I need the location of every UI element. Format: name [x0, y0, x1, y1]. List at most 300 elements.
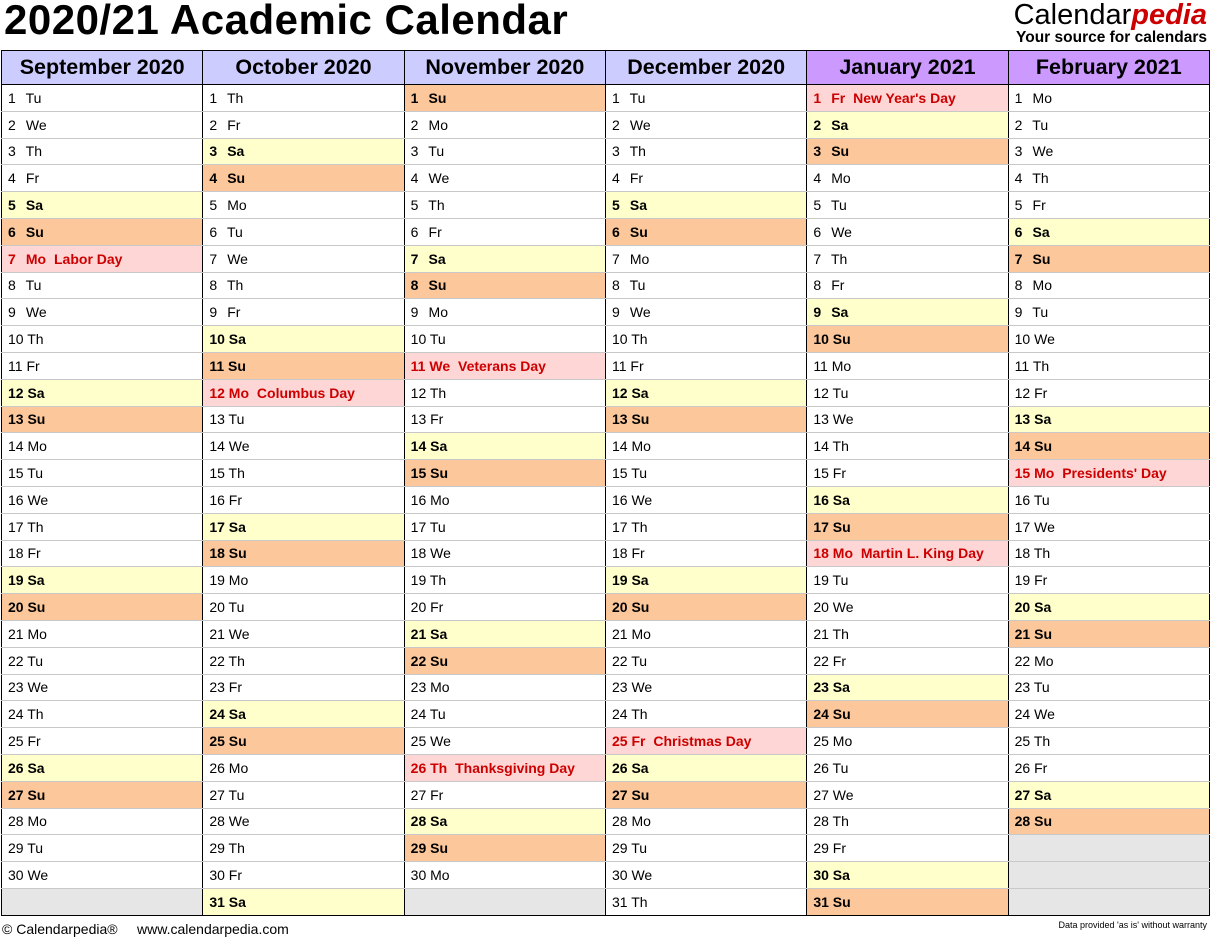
day-cell [807, 379, 1008, 406]
day-cell [807, 862, 1008, 889]
day-cell [404, 111, 605, 138]
day-number: 28 [8, 813, 24, 830]
day-number: 9 [410, 304, 419, 321]
day-cell [807, 647, 1008, 674]
day-cell [2, 647, 203, 674]
day-number: 26 [813, 759, 829, 776]
day-cell [605, 85, 806, 112]
day-number: 10 [8, 331, 24, 348]
weekday: Mo [228, 384, 250, 401]
weekday: Su [428, 89, 447, 106]
day-number: 3 [209, 143, 218, 160]
day-number: 28 [410, 813, 427, 830]
day-cell [605, 754, 806, 781]
weekday: Th [428, 197, 445, 214]
day-row [2, 862, 1210, 889]
day-number: 29 [8, 840, 24, 857]
day-number: 15 [8, 465, 24, 482]
day-number: 16 [611, 491, 628, 508]
day-cell [1008, 272, 1209, 299]
holiday-cell [404, 754, 605, 781]
weekday: Mo [27, 625, 47, 642]
day-number: 8 [1014, 277, 1023, 294]
weekday: Fr [27, 733, 41, 750]
day-cell [2, 567, 203, 594]
day-row [2, 781, 1210, 808]
weekday: Tu [228, 599, 245, 616]
brand-logo[interactable] [1014, 0, 1207, 46]
day-cell [2, 594, 203, 621]
day-number: 23 [209, 679, 225, 696]
day-cell [203, 433, 404, 460]
weekday: We [1034, 331, 1055, 348]
day-number: 17 [1014, 518, 1031, 535]
weekday: Th [27, 706, 44, 723]
day-cell [605, 218, 806, 245]
weekday: Mo [228, 759, 249, 776]
day-cell [203, 192, 404, 219]
day-number: 7 [611, 250, 620, 267]
day-number: 16 [8, 491, 24, 508]
weekday: Su [430, 652, 449, 669]
day-cell [807, 754, 1008, 781]
weekday: Sa [631, 572, 649, 589]
day-number: 26 [209, 759, 225, 776]
day-cell [203, 165, 404, 192]
month-header: January 2021 [807, 51, 1008, 85]
day-number: 14 [813, 438, 829, 455]
day-cell [404, 218, 605, 245]
day-number: 11 [8, 357, 23, 374]
day-cell [404, 540, 605, 567]
weekday: Fr [228, 867, 243, 883]
weekday: Mo [227, 197, 247, 214]
day-row [2, 835, 1210, 862]
weekday: Th [631, 706, 648, 723]
day-number: 24 [8, 706, 24, 723]
day-cell [203, 85, 404, 112]
weekday: We [429, 357, 451, 374]
empty-cell [1008, 862, 1209, 889]
day-number: 27 [813, 786, 829, 803]
weekday: We [27, 491, 49, 508]
weekday: Su [832, 893, 851, 910]
day-cell [605, 272, 806, 299]
day-number: 30 [410, 867, 427, 883]
holiday-name: Thanksgiving Day [455, 759, 575, 776]
day-number: 2 [1014, 116, 1023, 133]
weekday: Mo [831, 357, 852, 374]
day-row [2, 888, 1210, 915]
day-number: 4 [209, 170, 218, 187]
day-number: 7 [410, 250, 419, 267]
day-cell [2, 406, 203, 433]
day-number: 23 [813, 679, 829, 696]
day-row [2, 594, 1210, 621]
weekday: We [629, 116, 651, 133]
day-number: 14 [8, 438, 24, 455]
day-number: 18 [8, 545, 24, 562]
day-row [2, 433, 1210, 460]
weekday: Mo [631, 625, 651, 642]
day-cell [404, 272, 605, 299]
weekday: Su [629, 223, 648, 240]
day-row [2, 245, 1210, 272]
weekday: We [228, 813, 250, 830]
weekday: Fr [428, 223, 442, 240]
month-header: November 2020 [404, 51, 605, 85]
day-cell [605, 486, 806, 513]
weekday: Su [228, 545, 247, 562]
day-number: 3 [813, 143, 822, 160]
weekday: Sa [428, 250, 446, 267]
day-cell [807, 701, 1008, 728]
brand-name [1014, 0, 1207, 30]
footer-disclaimer: Data provided 'as is' without warranty [1058, 920, 1207, 930]
day-number: 30 [611, 867, 628, 883]
day-cell [203, 460, 404, 487]
weekday: Mo [831, 170, 851, 187]
weekday: We [631, 867, 653, 883]
weekday: Tu [429, 706, 446, 723]
weekday: Th [832, 813, 849, 830]
weekday: Sa [1034, 411, 1052, 428]
holiday-cell [1008, 460, 1209, 487]
day-number: 25 [813, 733, 829, 750]
day-number: 15 [611, 465, 628, 482]
day-cell [1008, 138, 1209, 165]
empty-cell [1008, 888, 1209, 915]
weekday: Fr [26, 357, 40, 374]
day-number: 25 [8, 733, 24, 750]
day-cell [2, 781, 203, 808]
weekday: Mo [832, 733, 853, 750]
weekday: Fr [430, 411, 444, 428]
day-cell [203, 674, 404, 701]
day-row [2, 111, 1210, 138]
day-number: 21 [1014, 625, 1031, 642]
day-row [2, 299, 1210, 326]
day-number: 22 [410, 652, 427, 669]
holiday-cell [807, 540, 1008, 567]
weekday: Su [1034, 813, 1052, 830]
day-number: 9 [611, 304, 620, 321]
day-number: 22 [813, 652, 829, 669]
day-cell [1008, 594, 1209, 621]
day-number: 22 [209, 652, 225, 669]
weekday: Sa [27, 384, 45, 401]
day-number: 27 [209, 786, 225, 803]
day-row [2, 513, 1210, 540]
day-number: 4 [611, 170, 620, 187]
weekday: Tu [226, 223, 243, 240]
day-cell [807, 513, 1008, 540]
weekday: Su [227, 170, 246, 187]
day-cell [807, 192, 1008, 219]
weekday: We [430, 545, 451, 562]
day-row [2, 620, 1210, 647]
weekday: Fr [832, 840, 846, 857]
day-number: 15 [209, 465, 225, 482]
day-cell [1008, 674, 1209, 701]
day-cell [404, 674, 605, 701]
weekday: Th [228, 840, 245, 857]
day-number: 13 [410, 411, 427, 428]
month-header: February 2021 [1008, 51, 1209, 85]
day-number: 10 [813, 331, 829, 348]
weekday: Fr [227, 116, 241, 133]
weekday: Fr [1034, 384, 1048, 401]
weekday: Su [1032, 250, 1051, 267]
weekday: Fr [831, 277, 845, 294]
weekday: Mo [631, 813, 651, 830]
day-cell [203, 540, 404, 567]
weekday: Mo [430, 679, 450, 696]
weekday: Su [430, 465, 449, 482]
day-number: 26 [410, 759, 427, 776]
day-cell [404, 862, 605, 889]
weekday: Th [226, 89, 244, 106]
weekday: Th [429, 384, 447, 401]
day-cell [2, 192, 203, 219]
day-number: 16 [209, 491, 225, 508]
day-number: 15 [1014, 465, 1031, 482]
day-cell [605, 379, 806, 406]
day-cell [605, 406, 806, 433]
day-row [2, 808, 1210, 835]
day-cell [404, 781, 605, 808]
day-number: 12 [611, 384, 628, 401]
day-number: 9 [209, 304, 218, 321]
weekday: Fr [430, 786, 444, 803]
day-number: 6 [611, 223, 620, 240]
day-row [2, 701, 1210, 728]
weekday: We [1034, 518, 1055, 535]
day-cell [1008, 781, 1209, 808]
day-cell [2, 862, 203, 889]
weekday: Sa [629, 197, 647, 214]
day-number: 24 [611, 706, 628, 723]
weekday: Fr [228, 679, 243, 696]
day-number: 6 [1014, 223, 1023, 240]
day-number: 5 [611, 197, 620, 214]
day-number: 20 [209, 599, 225, 616]
weekday: Su [832, 518, 851, 535]
day-number: 11 [1014, 357, 1030, 374]
weekday: Tu [27, 465, 44, 482]
weekday: Th [832, 625, 849, 642]
holiday-name: Presidents' Day [1062, 465, 1167, 482]
day-cell [1008, 567, 1209, 594]
day-cell [807, 165, 1008, 192]
day-number: 29 [209, 840, 225, 857]
day-cell [2, 433, 203, 460]
weekday: We [27, 679, 49, 696]
weekday: Sa [831, 116, 849, 133]
day-cell [2, 754, 203, 781]
day-row [2, 85, 1210, 112]
day-number: 14 [410, 438, 427, 455]
weekday: Tu [25, 277, 42, 294]
weekday: Fr [832, 652, 846, 669]
weekday: Sa [631, 384, 649, 401]
day-cell [807, 888, 1008, 915]
day-number: 16 [410, 491, 427, 508]
weekday: Fr [1034, 572, 1048, 589]
weekday: Fr [25, 170, 40, 187]
weekday: Sa [228, 331, 246, 348]
weekday: Sa [228, 706, 246, 723]
day-row [2, 754, 1210, 781]
weekday: Su [27, 411, 46, 428]
footer-url[interactable]: www.calendarpedia.com [137, 921, 289, 937]
day-cell [1008, 165, 1209, 192]
day-number: 9 [813, 304, 822, 321]
day-cell [605, 888, 806, 915]
day-number: 17 [410, 518, 427, 535]
day-cell [605, 299, 806, 326]
day-cell [1008, 540, 1209, 567]
weekday: We [832, 599, 854, 616]
day-row [2, 486, 1210, 513]
day-number: 12 [209, 384, 225, 401]
weekday: Mo [832, 545, 853, 562]
holiday-cell [605, 728, 806, 755]
day-cell [2, 352, 203, 379]
weekday: Sa [831, 304, 849, 321]
day-number: 23 [8, 679, 24, 696]
weekday: Su [428, 277, 447, 294]
day-cell [203, 352, 404, 379]
day-cell [2, 111, 203, 138]
weekday: We [629, 304, 651, 321]
day-cell [605, 620, 806, 647]
day-number: 7 [813, 250, 822, 267]
day-cell [605, 701, 806, 728]
day-number: 24 [209, 706, 225, 723]
day-number: 30 [813, 867, 829, 883]
weekday: Tu [428, 143, 445, 160]
day-number: 10 [1014, 331, 1031, 348]
day-number: 24 [1014, 706, 1031, 723]
day-number: 1 [1014, 89, 1023, 106]
day-number: 8 [8, 277, 16, 294]
brand-tagline: Your source for calendars [1016, 29, 1207, 46]
weekday: Th [832, 438, 849, 455]
day-cell [404, 647, 605, 674]
brand-name-part1: Calendar [1013, 0, 1132, 31]
day-number: 18 [209, 545, 225, 562]
day-number: 15 [813, 465, 829, 482]
weekday: Su [631, 786, 650, 803]
weekday: Sa [430, 813, 448, 830]
day-number: 21 [8, 625, 24, 642]
day-number: 6 [410, 223, 419, 240]
weekday: Tu [228, 786, 245, 803]
day-number: 11 [410, 357, 426, 374]
day-number: 3 [611, 143, 620, 160]
holiday-name: Martin L. King Day [860, 545, 984, 562]
day-cell [1008, 192, 1209, 219]
day-number: 2 [813, 116, 822, 133]
weekday: We [1034, 706, 1055, 723]
weekday: We [25, 304, 47, 321]
day-row [2, 567, 1210, 594]
weekday: Su [631, 599, 650, 616]
day-number: 31 [209, 893, 225, 910]
day-number: 5 [8, 197, 16, 214]
day-cell [2, 272, 203, 299]
day-cell [1008, 299, 1209, 326]
weekday: Tu [631, 465, 648, 482]
weekday: Fr [1032, 197, 1046, 214]
weekday: Tu [1033, 491, 1050, 508]
day-cell [203, 111, 404, 138]
day-number: 9 [1014, 304, 1023, 321]
day-number: 26 [611, 759, 628, 776]
day-number: 21 [410, 625, 427, 642]
day-cell [605, 781, 806, 808]
weekday: Tu [830, 197, 847, 214]
day-number: 25 [1014, 733, 1031, 750]
weekday: Su [27, 599, 46, 616]
day-cell [605, 862, 806, 889]
day-number: 12 [410, 384, 427, 401]
weekday: Sa [1034, 786, 1052, 803]
weekday: Fr [1034, 759, 1048, 776]
weekday: Th [830, 250, 848, 267]
day-number: 4 [8, 170, 16, 187]
weekday: Sa [1034, 599, 1052, 616]
weekday: Fr [629, 170, 644, 187]
day-cell [807, 111, 1008, 138]
day-row [2, 647, 1210, 674]
day-cell [203, 272, 404, 299]
day-cell [404, 165, 605, 192]
brand-name-part2: pedia [1131, 0, 1207, 31]
day-row [2, 379, 1210, 406]
day-cell [1008, 406, 1209, 433]
holiday-name: Columbus Day [256, 384, 355, 401]
day-number: 19 [813, 572, 829, 589]
day-number: 21 [813, 625, 829, 642]
day-number: 28 [611, 813, 628, 830]
day-number: 13 [1014, 411, 1031, 428]
day-number: 28 [1014, 813, 1031, 830]
day-cell [203, 620, 404, 647]
day-cell [605, 352, 806, 379]
weekday: Su [27, 786, 46, 803]
day-number: 19 [8, 572, 24, 589]
holiday-cell [203, 379, 404, 406]
day-cell [203, 754, 404, 781]
weekday: Mo [1032, 89, 1052, 106]
day-number: 31 [813, 893, 829, 910]
day-number: 2 [8, 116, 16, 133]
day-number: 21 [209, 625, 225, 642]
day-number: 7 [1014, 250, 1023, 267]
day-cell [203, 513, 404, 540]
day-cell [203, 567, 404, 594]
holiday-name: New Year's Day [853, 89, 956, 106]
day-number: 12 [8, 384, 24, 401]
weekday: Su [1034, 438, 1052, 455]
day-number: 20 [410, 599, 427, 616]
day-cell [2, 299, 203, 326]
day-row [2, 192, 1210, 219]
day-number: 9 [8, 304, 16, 321]
day-cell [807, 808, 1008, 835]
